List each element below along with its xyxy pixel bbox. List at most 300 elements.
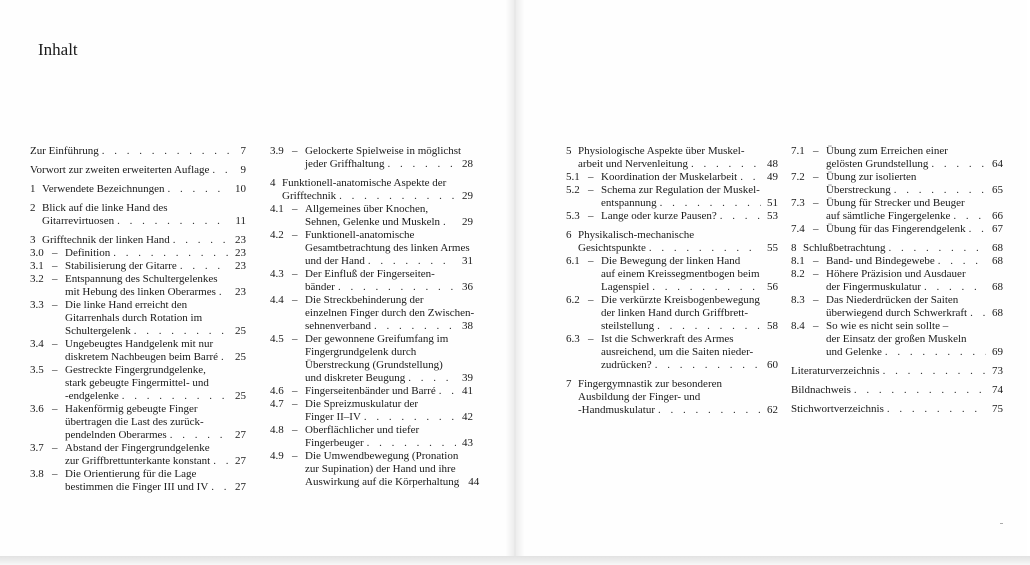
entry-title-text: Bildnachweis xyxy=(791,384,851,396)
entry-title-text: Fingergymnastik zur besonderen xyxy=(578,378,722,390)
entry-title-text: Der gewonnene Greifumfang im xyxy=(305,333,449,345)
entry-title-text: entspannung xyxy=(601,197,657,209)
toc-entry[interactable] xyxy=(791,365,1003,378)
entry-title-text: Entspannung des Schultergelenkes xyxy=(65,273,218,285)
dot-leader xyxy=(338,281,456,294)
entry-line xyxy=(30,416,246,429)
page-number: 25 xyxy=(235,390,246,402)
page-number: 25 xyxy=(235,351,246,363)
dot-leader xyxy=(854,384,986,397)
entry-line xyxy=(270,255,473,268)
toc-entry[interactable] xyxy=(566,294,778,333)
dot-leader xyxy=(339,190,456,203)
page-number: 68 xyxy=(992,242,1003,254)
page-number: 38 xyxy=(462,320,473,332)
entry-title-text: Gelockerte Spielweise in möglichst xyxy=(305,145,462,157)
page-title: Inhalt xyxy=(38,40,78,59)
page-number: 11 xyxy=(235,215,246,227)
dot-leader xyxy=(720,210,761,223)
section-number: 3.0 xyxy=(30,247,44,259)
dot-leader xyxy=(122,390,229,403)
entry-title-text: und Gelenke xyxy=(826,346,882,358)
entry-title-text: Finger II–IV xyxy=(305,411,361,423)
entry-title-text: und der Hand xyxy=(305,255,365,267)
page-number: 74 xyxy=(992,384,1003,396)
section-dash: – xyxy=(813,197,819,209)
toc-entry[interactable] xyxy=(270,450,480,489)
entry-title-text: Lange oder kurze Pausen? xyxy=(601,210,717,222)
entry-title-text: gelösten Grundstellung xyxy=(826,158,929,170)
entry-line xyxy=(791,197,1003,210)
section-number: 6.2 xyxy=(566,294,580,306)
page-number: 75 xyxy=(992,403,1003,415)
entry-line xyxy=(30,390,246,403)
section-number: 5.1 xyxy=(566,171,580,183)
section-number: 1 xyxy=(30,183,36,195)
entry-title-text: zudrücken? xyxy=(601,359,652,371)
page-number: 31 xyxy=(462,255,473,267)
page-number: 55 xyxy=(767,242,778,254)
entry-title-text: Das Niederdrücken der Saiten xyxy=(826,294,959,306)
toc-entry[interactable] xyxy=(30,202,246,228)
entry-title-text: Oberflächlicher und tiefer xyxy=(305,424,420,436)
entry-title-text: zur Griffbrettunterkante konstant xyxy=(65,455,211,467)
entry-line xyxy=(30,325,246,338)
toc-entry[interactable] xyxy=(270,145,473,171)
entry-line xyxy=(270,346,473,359)
entry-line xyxy=(270,216,473,229)
dot-leader xyxy=(388,158,456,171)
toc-column-3 xyxy=(566,145,778,417)
entry-title-text: Die Streckbehinderung der xyxy=(305,294,424,306)
entry-line xyxy=(270,294,473,307)
toc-entry[interactable] xyxy=(791,294,1003,320)
entry-line xyxy=(270,229,473,242)
toc-entry[interactable] xyxy=(566,184,778,210)
entry-line xyxy=(270,372,473,385)
entry-title-text: Übung für Strecker und Beuger xyxy=(826,197,965,209)
entry-line xyxy=(270,190,473,203)
entry-title-text: Koordination der Muskelarbeit xyxy=(601,171,738,183)
entry-title-text: Physikalisch-mechanische xyxy=(578,229,695,241)
entry-title-text: Lagenspiel xyxy=(601,281,650,293)
toc-entry[interactable] xyxy=(270,385,473,398)
section-dash: – xyxy=(588,333,594,345)
entry-line xyxy=(566,281,778,294)
entry-line xyxy=(791,184,1003,197)
section-dash: – xyxy=(813,171,819,183)
entry-line xyxy=(30,364,246,377)
section-number: 4 xyxy=(270,177,276,189)
toc-entry[interactable] xyxy=(30,234,246,247)
dot-leader xyxy=(212,164,229,177)
entry-line xyxy=(270,450,473,463)
toc-column-2 xyxy=(270,145,480,489)
dot-leader xyxy=(970,307,986,320)
entry-line xyxy=(566,197,778,210)
section-number: 8.2 xyxy=(791,268,805,280)
entry-title-text: -endgelenke xyxy=(65,390,119,402)
section-dash: – xyxy=(52,299,58,311)
entry-line xyxy=(566,184,778,197)
entry-line xyxy=(270,424,473,437)
section-number: 3.2 xyxy=(30,273,44,285)
entry-title-text: Blick auf die linke Hand des xyxy=(42,202,168,214)
dot-leader xyxy=(649,242,761,255)
page-number: 56 xyxy=(767,281,778,293)
entry-line xyxy=(791,307,1003,320)
section-number: 3.3 xyxy=(30,299,44,311)
entry-title-text: Fingergrundgelenk durch xyxy=(305,346,417,358)
page-number: 41 xyxy=(462,385,473,397)
entry-title-text: Allgemeines über Knochen, xyxy=(305,203,429,215)
entry-line xyxy=(791,158,1003,171)
toc-entry[interactable] xyxy=(30,299,246,338)
entry-title-text: einzelnen Finger durch den Zwischen- xyxy=(305,307,475,319)
section-dash: – xyxy=(292,385,298,397)
section-dash: – xyxy=(52,364,58,376)
toc-entry[interactable] xyxy=(270,177,473,203)
entry-title-text: Die Bewegung der linken Hand xyxy=(601,255,741,267)
entry-title-text: Überstreckung (Grundstellung) xyxy=(305,359,443,371)
page-number: 27 xyxy=(235,429,246,441)
entry-line xyxy=(566,391,778,404)
toc-entry[interactable] xyxy=(30,145,246,158)
page-number: 23 xyxy=(235,247,246,259)
dot-leader xyxy=(102,145,229,158)
entry-line xyxy=(30,273,246,286)
entry-title-text: Grifftechnik der linken Hand xyxy=(42,234,170,246)
entry-title-text: der Einsatz der großen Muskeln xyxy=(826,333,967,345)
entry-title-text: Die linke Hand erreicht den xyxy=(65,299,188,311)
entry-line xyxy=(791,145,1003,158)
section-dash: – xyxy=(813,223,819,235)
entry-line xyxy=(566,242,778,255)
section-number: 3.4 xyxy=(30,338,44,350)
toc-entry[interactable] xyxy=(791,197,1003,223)
toc-entry[interactable] xyxy=(30,247,246,260)
section-number: 8.1 xyxy=(791,255,805,267)
page-number: 42 xyxy=(462,411,473,423)
entry-title-text: pendelnden Oberarmes xyxy=(65,429,167,441)
entry-line xyxy=(270,411,473,424)
toc-entry[interactable] xyxy=(791,223,1003,236)
entry-title-text: Übung zur isolierten xyxy=(826,171,917,183)
section-dash: – xyxy=(292,450,298,462)
entry-title-text: Gitarrevirtuosen xyxy=(42,215,115,227)
entry-line xyxy=(270,437,473,450)
page-number: 44 xyxy=(468,476,480,488)
entry-title-text: Definition xyxy=(65,247,111,259)
dot-leader xyxy=(134,325,229,338)
entry-title-text: Hakenförmig gebeugte Finger xyxy=(65,403,198,415)
section-number: 8 xyxy=(791,242,797,254)
entry-line xyxy=(270,268,473,281)
toc-entry[interactable] xyxy=(791,145,1003,171)
dot-leader xyxy=(652,281,761,294)
entry-title-text: Auswirkung auf die Körperhaltung xyxy=(305,476,460,488)
entry-title-text: -Handmuskulatur xyxy=(578,404,655,416)
toc-entry[interactable] xyxy=(30,442,246,468)
section-dash: – xyxy=(52,273,58,285)
dot-leader xyxy=(408,372,456,385)
entry-line xyxy=(566,210,778,223)
toc-entry[interactable] xyxy=(566,378,778,417)
dot-leader xyxy=(364,411,456,424)
section-number: 8.3 xyxy=(791,294,805,306)
section-number: 4.9 xyxy=(270,450,284,462)
entry-title-text: Übung zum Erreichen einer xyxy=(826,145,948,157)
page-number: 39 xyxy=(462,372,473,384)
section-dash: – xyxy=(292,145,298,157)
dot-leader xyxy=(883,365,986,378)
page-number: 67 xyxy=(992,223,1003,235)
section-number: 7 xyxy=(566,378,572,390)
section-number: 3.7 xyxy=(30,442,44,454)
toc-entry[interactable] xyxy=(791,242,1003,255)
dot-leader xyxy=(658,404,761,417)
entry-title-text: Literaturverzeichnis xyxy=(791,365,880,377)
section-number: 4.3 xyxy=(270,268,284,280)
toc-entry[interactable] xyxy=(566,255,778,294)
section-number: 6 xyxy=(566,229,572,241)
dot-leader xyxy=(213,455,229,468)
entry-title-text: Die verkürzte Kreisbogenbewegung xyxy=(601,294,760,306)
entry-title-text: Stabilisierung der Gitarre xyxy=(65,260,177,272)
section-number: 5.3 xyxy=(566,210,580,222)
entry-title-text: Die Umwendbewegung (Pronation xyxy=(305,450,459,462)
dot-leader xyxy=(691,158,761,171)
toc-entry[interactable] xyxy=(270,294,473,333)
entry-title-text: ausreichend, um die Saiten nieder- xyxy=(601,346,754,358)
entry-line xyxy=(791,171,1003,184)
entry-title-text: bestimmen die Finger III und IV xyxy=(65,481,209,493)
entry-title-text: der linken Hand durch Griffbrett- xyxy=(601,307,749,319)
entry-title-text: Gesichtspunkte xyxy=(578,242,646,254)
entry-title-text: Funktionell-anatomische Aspekte der xyxy=(282,177,447,189)
entry-title-text: Überstreckung xyxy=(826,184,891,196)
entry-line xyxy=(30,338,246,351)
toc-entry[interactable] xyxy=(566,210,778,223)
toc-entry[interactable] xyxy=(270,424,473,450)
entry-line xyxy=(270,177,473,190)
entry-title-text: bänder xyxy=(305,281,335,293)
entry-line xyxy=(270,398,473,411)
section-dash: – xyxy=(52,338,58,350)
dot-leader xyxy=(969,223,986,236)
section-number: 4.8 xyxy=(270,424,284,436)
entry-line xyxy=(566,171,778,184)
toc-entry[interactable] xyxy=(566,229,778,255)
dot-leader xyxy=(655,359,761,372)
section-dash: – xyxy=(52,247,58,259)
page-number: 9 xyxy=(240,164,246,176)
entry-line xyxy=(566,158,778,171)
toc-entry[interactable] xyxy=(791,384,1003,397)
toc-entry[interactable] xyxy=(270,333,473,385)
entry-title-text: auf sämtliche Fingergelenke xyxy=(826,210,951,222)
entry-title-text: stark gebeugte Fingermittel- und xyxy=(65,377,209,389)
dot-leader xyxy=(894,184,986,197)
entry-line xyxy=(270,320,473,333)
section-number: 4.4 xyxy=(270,294,284,306)
toc-entry[interactable] xyxy=(791,171,1003,197)
section-dash: – xyxy=(813,294,819,306)
section-number: 7.4 xyxy=(791,223,805,235)
section-number: 2 xyxy=(30,202,36,214)
section-number: 4.1 xyxy=(270,203,284,215)
page-number: 36 xyxy=(462,281,473,293)
section-dash: – xyxy=(813,145,819,157)
entry-line xyxy=(270,145,473,158)
entry-line xyxy=(791,333,1003,346)
toc-entry[interactable] xyxy=(566,145,778,171)
entry-title-text: jeder Griffhaltung xyxy=(305,158,385,170)
toc-entry[interactable] xyxy=(30,273,246,299)
section-dash: – xyxy=(588,184,594,196)
entry-line xyxy=(791,365,1003,378)
page-number: 29 xyxy=(462,190,473,202)
page-number: 27 xyxy=(235,455,246,467)
section-dash: – xyxy=(292,229,298,241)
toc-entry[interactable] xyxy=(270,229,473,268)
toc-column-1 xyxy=(30,145,246,494)
page-number: 23 xyxy=(235,234,246,246)
toc-entry[interactable] xyxy=(30,164,246,177)
entry-title-text: arbeit und Nervenleitung xyxy=(578,158,688,170)
entry-title-text: Schema zur Regulation der Muskel- xyxy=(601,184,760,196)
toc-entry[interactable] xyxy=(791,403,1003,416)
entry-line xyxy=(566,346,778,359)
section-dash: – xyxy=(588,294,594,306)
toc-entry[interactable] xyxy=(30,468,246,494)
entry-title-text: der Fingermuskulatur xyxy=(826,281,922,293)
page-number: 29 xyxy=(462,216,473,228)
entry-line xyxy=(566,145,778,158)
section-dash: – xyxy=(813,255,819,267)
entry-line xyxy=(566,255,778,268)
entry-line xyxy=(270,203,473,216)
entry-line xyxy=(566,229,778,242)
dot-leader xyxy=(180,260,229,273)
section-dash: – xyxy=(52,468,58,480)
page-number: 43 xyxy=(462,437,473,449)
toc-entry[interactable] xyxy=(791,268,1003,294)
toc-entry[interactable] xyxy=(270,203,473,229)
toc-entry[interactable] xyxy=(30,338,246,364)
dot-leader xyxy=(931,158,986,171)
toc-entry[interactable] xyxy=(566,171,778,184)
toc-entry[interactable] xyxy=(270,398,473,424)
entry-line xyxy=(30,403,246,416)
entry-title-text: Funktionell-anatomische xyxy=(305,229,415,241)
page-number: 28 xyxy=(462,158,473,170)
entry-line xyxy=(270,476,480,489)
entry-line xyxy=(30,286,246,299)
entry-line xyxy=(791,294,1003,307)
page-number: 51 xyxy=(767,197,778,209)
entry-title-text: Ist die Schwerkraft des Armes xyxy=(601,333,734,345)
entry-line xyxy=(270,359,473,372)
entry-title-text: Vorwort zur zweiten erweiterten Auflage xyxy=(30,164,210,176)
section-number: 3.1 xyxy=(30,260,44,272)
dot-leader xyxy=(660,197,761,210)
dot-leader xyxy=(221,351,229,364)
page-number: 23 xyxy=(235,260,246,272)
entry-line xyxy=(270,281,473,294)
page-number: 64 xyxy=(992,158,1003,170)
page-number: 60 xyxy=(767,359,778,371)
entry-title-text: Gestreckte Fingergrundgelenke, xyxy=(65,364,206,376)
entry-title-text: Gesamtbetrachtung des linken Armes xyxy=(305,242,470,254)
entry-title-text: Übung für das Fingerendgelenk xyxy=(826,223,966,235)
dot-leader xyxy=(953,210,986,223)
section-number: 3.8 xyxy=(30,468,44,480)
entry-title-text: zur Supination) der Hand und ihre xyxy=(305,463,456,475)
page-number: 7 xyxy=(240,145,246,157)
entry-line xyxy=(30,312,246,325)
entry-line xyxy=(791,242,1003,255)
entry-title-text: Zur Einführung xyxy=(30,145,99,157)
page-number: 23 xyxy=(235,286,246,298)
entry-line xyxy=(791,210,1003,223)
book-gutter xyxy=(505,0,525,558)
entry-line xyxy=(270,307,473,320)
section-number: 3.9 xyxy=(270,145,284,157)
section-dash: – xyxy=(292,268,298,280)
entry-line xyxy=(566,378,778,391)
toc-entry[interactable] xyxy=(30,183,246,196)
toc-entry[interactable] xyxy=(270,268,473,294)
entry-line xyxy=(30,234,246,247)
entry-title-text: Die Spreizmuskulatur der xyxy=(305,398,419,410)
scan-mark xyxy=(1000,523,1003,524)
section-dash: – xyxy=(588,255,594,267)
section-dash: – xyxy=(292,398,298,410)
entry-line xyxy=(30,215,246,228)
entry-line xyxy=(30,351,246,364)
toc-entry[interactable] xyxy=(791,320,1003,359)
dot-leader xyxy=(740,171,761,184)
entry-title-text: Schlußbetrachtung xyxy=(803,242,886,254)
entry-line xyxy=(270,242,473,255)
entry-title-text: Höhere Präzision und Ausdauer xyxy=(826,268,966,280)
entry-title-text: auf einem Kreissegmentbogen beim xyxy=(601,268,760,280)
toc-entry[interactable] xyxy=(30,364,246,403)
page-number: 49 xyxy=(767,171,778,183)
page-number: 58 xyxy=(767,320,778,332)
toc-entry[interactable] xyxy=(566,333,778,372)
entry-line xyxy=(30,183,246,196)
entry-line xyxy=(791,255,1003,268)
dot-leader xyxy=(368,255,456,268)
entry-line xyxy=(791,281,1003,294)
toc-entry[interactable] xyxy=(30,260,246,273)
entry-title-text: Gitarrenhals durch Rotation im xyxy=(65,312,203,324)
entry-line xyxy=(270,333,473,346)
page-edge xyxy=(0,556,1030,565)
entry-line xyxy=(30,145,246,158)
page-number: 73 xyxy=(992,365,1003,377)
toc-entry[interactable] xyxy=(30,403,246,442)
toc-entry[interactable] xyxy=(791,255,1003,268)
page-number: 27 xyxy=(235,481,246,493)
page-number: 68 xyxy=(992,281,1003,293)
dot-leader xyxy=(924,281,986,294)
entry-title-text: Physiologische Aspekte über Muskel- xyxy=(578,145,745,157)
section-dash: – xyxy=(588,171,594,183)
entry-line xyxy=(566,294,778,307)
